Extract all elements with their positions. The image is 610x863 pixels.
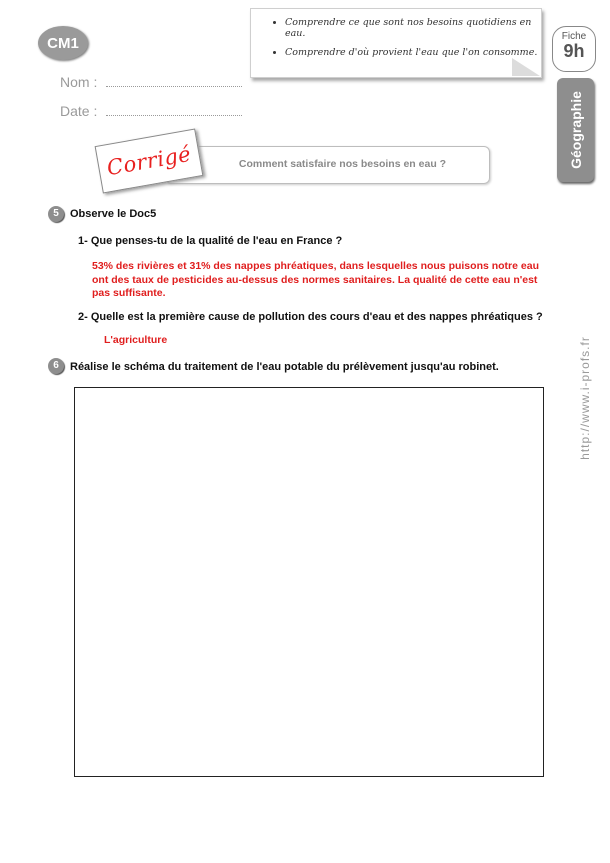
page-curl-decoration xyxy=(512,58,540,76)
question-2: 2- Quelle est la première cause de pollution des cours d'eau et des nappes phréatiques ? xyxy=(78,311,543,323)
name-label: Nom : xyxy=(60,74,98,90)
objective-item: • Comprendre ce que sont nos besoins quotidiens en eau. xyxy=(285,17,541,39)
fiche-box xyxy=(552,26,596,72)
corrige-stamp-text: Corrigé xyxy=(105,141,193,181)
answer-2: L'agriculture xyxy=(104,334,168,346)
subject-label: Géographie xyxy=(568,91,584,169)
date-field-line xyxy=(106,115,242,116)
objective-item: • Comprendre d'où provient l'eau que l'on consomme. xyxy=(285,47,541,58)
date-label: Date : xyxy=(60,103,98,119)
page-title: Comment satisfaire nos besoins en eau ? xyxy=(238,158,447,170)
section-number-badge: 5 xyxy=(48,206,64,222)
objectives-note xyxy=(250,8,542,78)
answer-1: 53% des rivières et 31% des nappes phréatiques, dans lesquelles nous puisons notre eau ont des taux de pesticides au-dessus des normes sanitaires. La qualité de cette eau n'est pas suffisante. xyxy=(92,260,539,299)
section-instruction: Observe le Doc5 xyxy=(70,208,157,220)
site-url: http://www.i-profs.fr xyxy=(578,336,592,460)
drawing-area[interactable] xyxy=(74,387,544,777)
section-instruction: Réalise le schéma du traitement de l'eau potable du prélèvement jusqu'au robinet. xyxy=(70,361,499,373)
name-field-line xyxy=(106,86,242,87)
question-1: 1- Que penses-tu de la qualité de l'eau en France ? xyxy=(78,235,343,247)
section-number-badge: 6 xyxy=(48,358,64,374)
level-badge: CM1 xyxy=(38,26,88,60)
fiche-number: 9h xyxy=(563,41,585,61)
fiche-label: Fiche xyxy=(561,31,587,42)
